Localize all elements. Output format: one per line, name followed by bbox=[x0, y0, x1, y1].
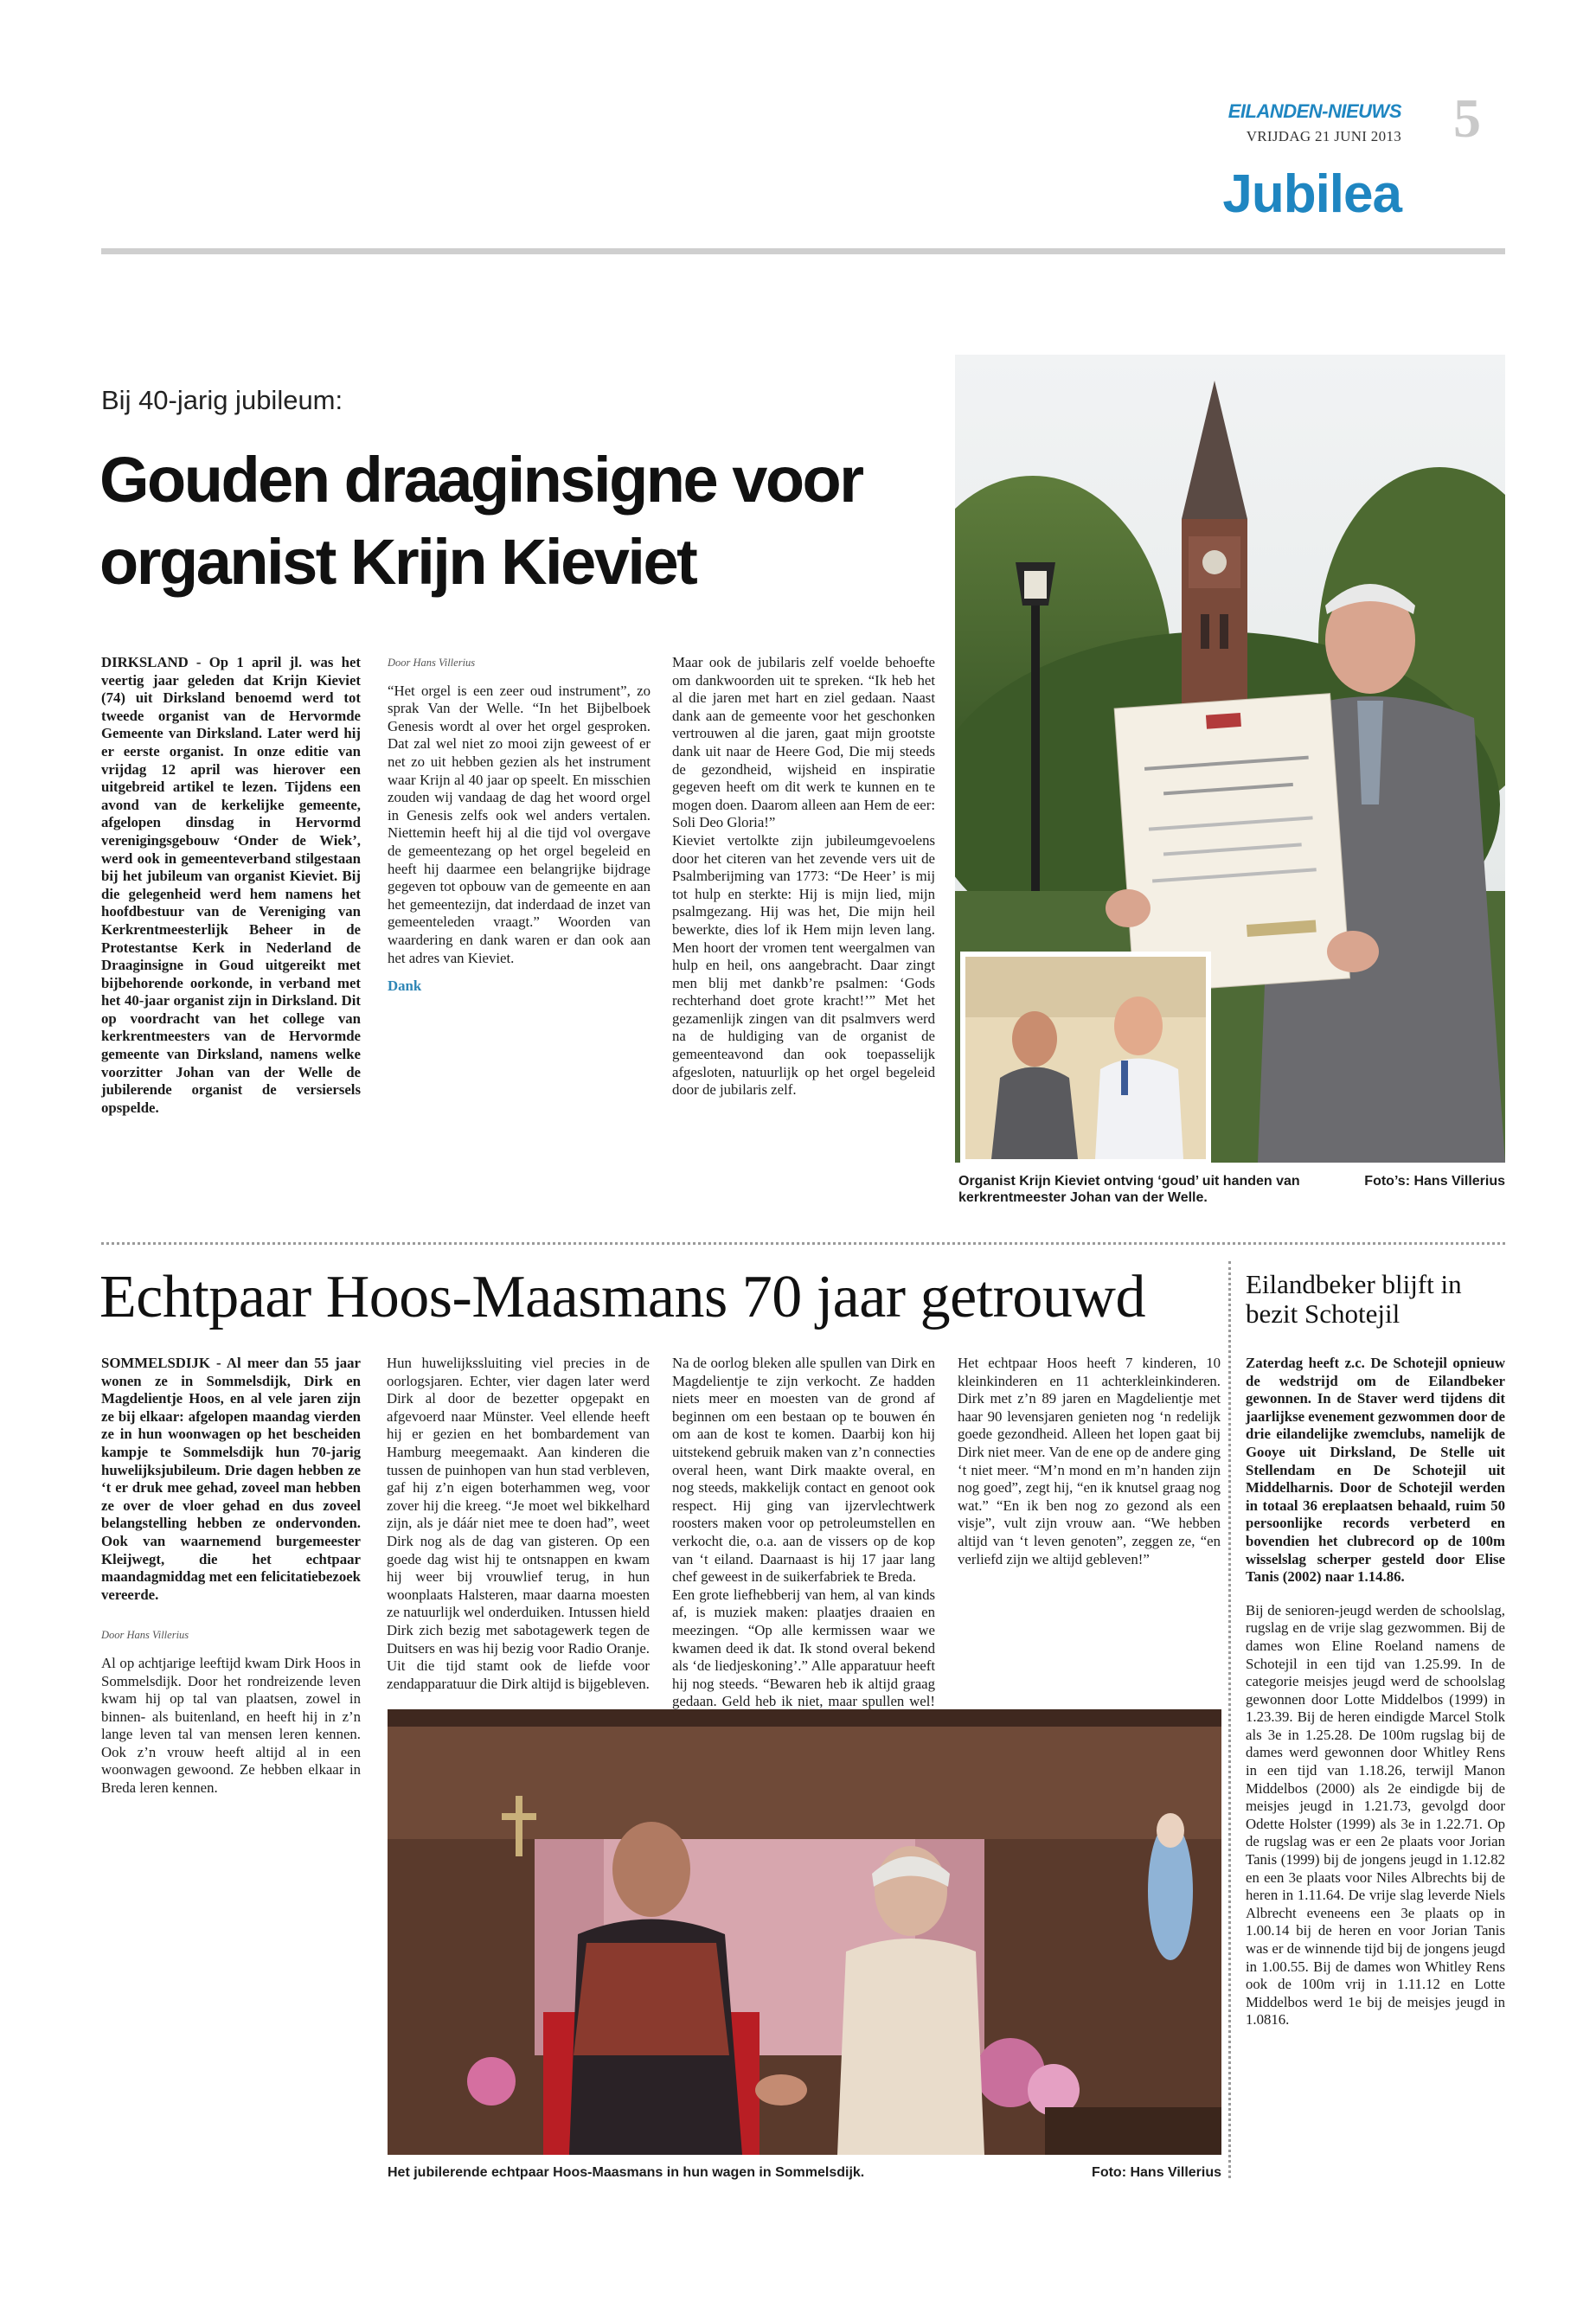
article1-kicker: Bij 40-jarig jubileum: bbox=[101, 385, 343, 415]
article3-intro: Zaterdag heeft z.c. De Schotejil opnieuw de wedstrijd om de Eilandbeker gewonnen. In de Staver werd tijdens dit jaarlijkse evenement gezwommen door de drie eilandelijke zwemclubs, namelijk de Gooye uit Dirksland, De Stelle uit Stellendam en De Schotejil uit Middelharnis. Door de Schotejil werden in totaal 36 ereplaatsen behaald, ruim 50 persoonlijke records verbeterd en bovendien het clubrecord op de 100m wisselslag scherper gesteld door Elise Tanis (2002) naar 1.14.86. bbox=[1246, 1355, 1505, 1586]
article3-headline: Eilandbeker blijft in bezit Schotejil bbox=[1246, 1269, 1462, 1329]
article2-body-3: Na de oorlog bleken alle spullen van Dirk en Magdelientje te zijn verkocht. Ze hadden niets meer en moesten van de grond af beginnen om een bestaan op te bouwen én om aan de kost te komen. Daarbij kon hij uitstekend gebruik maken van z’n connecties overal heen, want Dirk maakte overal, en nog steeds, makkelijk contact en genoot ook respect. Hij ging van ijzervlechtwerk roosters maken voor op petroleumstellen en verkocht die, o.a. aan de vissers op de kop van ‘t eiland. Daarnaast is hij 17 jaar lang chef geweest in de suikerfabriek te Breda. bbox=[672, 1355, 935, 1586]
article1-body-2: Maar ook de jubilaris zelf voelde behoefte om dankwoorden uit te spreken. “Ik heb het al die jaren met hart en ziel gedaan. Naast dank aan de gemeente voor het geschonken vertrouwen al die jaren, gaat mijn grootste dank uit naar de Heere God, Die mij steeds de gezondheid, wijsheid en inspiratie gegeven heeft om dit werk te kunnen en te mogen doen. Daarom alleen aan Hem de eer: Soli Deo Gloria!” bbox=[672, 654, 935, 831]
article2-column-1 bbox=[101, 1355, 361, 1798]
article3-body: Bij de senioren-jeugd werden de schoolslag, rugslag en de vrije slag gezwommen. Bij de dames won Eline Roeland namens de Schotejil in een tijd van 1.25.99. In de categorie meisjes jeugd werd de schoolslag gewonnen door Lotte Middelbos (1999) in 1.23.39. Bij de heren eindigde Marcel Stolk als 3e in 1.25.28. De 100m rugslag bij de dames werd gewonnen door Whitley Rens in een tijd van 1.18.26, terwijl Manon Middelbos (2000) als 2e eindigde bij de meisjes jeugd in 1.21.73, gevolgd door Odette Holster (1999) als 3e in 1.22.71. Op de rugslag was er een 2e plaats voor Jorian Tanis (1999) bij de jongens jeugd in 1.12.82 en een 3e plaats voor Niles Albrechts bij de heren in 1.11.64. De vrije slag leverde Niels Albrecht eveneens een 3e plaats op in 1.00.14 bij de heren en voor Jorian Tanis was er de winnende tijd bij de jongens jeugd in 1.00.55. Bij de dames won Whitley Rens ook de 100m vrij in 1.11.12 en Lotte Middelbos werd 1e bij de meisjes jeugd in 1.0816. bbox=[1246, 1601, 1505, 2029]
article1-photo-credit: Foto’s: Hans Villerius bbox=[1364, 1174, 1505, 1189]
article2-column-2 bbox=[387, 1355, 650, 1693]
article2-headline: Echtpaar Hoos-Maasmans 70 jaar getrouwd bbox=[99, 1264, 1145, 1330]
article-separator bbox=[101, 1242, 1505, 1245]
article2-column-3 bbox=[672, 1355, 935, 1747]
section-title: Jubilea bbox=[1222, 164, 1401, 224]
page-number: 5 bbox=[1453, 87, 1481, 149]
masthead-rule bbox=[101, 248, 1505, 254]
article1-byline: Door Hans Villerius bbox=[388, 657, 476, 669]
article2-caption: Het jubilerende echtpaar Hoos-Maasmans in hun wagen in Sommelsdijk. bbox=[388, 2165, 865, 2180]
article2-body-4: Een grote liefhebberij van hem, al van kinds af, is muziek maken: plaatjes draaien en meezingen. “Op alle kermissen waar we kwamen deed ik dat. Ik stond overal bekend als ‘de liedjeskoning’.” Alle apparatuur heeft hij nog steeds. “Bewaren heb ik altijd graag gedaan. Geld heb ik niet, maar spullen wel! bbox=[672, 1586, 935, 1710]
sidebar-separator bbox=[1228, 1261, 1231, 2178]
article1-body-3: Kieviet vertolkte zijn jubileumgevoelens door het citeren van het zevende vers uit de Psalmberijming van 1773: “De Heer’ is mij tot hulp en sterkte: Hij is mijn lied, mijn psalmgezang. Hij was het, Die mijn heil bewerkte, dies lof ik Hem mijn leven lang. Men hoort der vromen tent weergalmen van hulp en heil, ons aangebracht. Daar zingt men blij met dankb’re psalmen: ‘Gods rechterhand doet grote kracht!’” Met het gezamenlijk zingen van dit psalmvers werd na de huldiging van de organist de gemeenteavond dan ook toepasselijk afgesloten, natuurlijk op het orgel begeleid door de jubilaris zelf. bbox=[672, 831, 935, 1099]
article2-column-4 bbox=[958, 1355, 1221, 1568]
article2-byline: Door Hans Villerius bbox=[101, 1629, 189, 1642]
couple-in-caravan-photo bbox=[388, 1709, 1221, 2155]
article1-column-3 bbox=[672, 654, 935, 1099]
article1-headline-line1: Gouden draaginsigne voor bbox=[99, 444, 862, 516]
article1-caption: Organist Krijn Kieviet ontving ‘goud’ uit handen van kerkrentmeester Johan van der Welle. bbox=[958, 1174, 1300, 1205]
article2-body-5: Het echtpaar Hoos heeft 7 kinderen, 10 kleinkinderen en 11 achterkleinkinderen. Dirk met z’n 89 jaren en Magdelientje met haar 90 levensjaren genieten nog ‘n redelijk goede gezondheid. Alleen het lopen gaat bij Dirk niet meer. Van de ene op de andere ging ‘t niet meer. “M’n mond en m’n handen zijn nog goed”, zegt hij, “en ik knutsel graag nog wat.” “En ik ben nog zo gezond als een visje”, vult zijn vrouw aan. “We hebben altijd van ‘t leven genoten”, zeggen ze, “en verliefd zijn we altijd gebleven!” bbox=[958, 1355, 1221, 1567]
article1-column-1 bbox=[101, 654, 361, 1117]
article1-headline-line2: organist Krijn Kieviet bbox=[99, 526, 696, 598]
issue-date: VRIJDAG 21 JUNI 2013 bbox=[1246, 128, 1401, 144]
paper-name: EILANDEN-NIEUWS bbox=[1227, 100, 1401, 122]
article3-column bbox=[1246, 1355, 1505, 2029]
article2-body-1: Al op achtjarige leeftijd kwam Dirk Hoos in Sommelsdijk. Door het rondreizende leven kwam hij op tal van plaatsen, zowel in binnen- als buitenland, en heeft hij in z’n lange leven tal van mensen leren kennen. Ook z’n vrouw heeft altijd al in een woonwagen gewoond. Ze hebben elkaar in Breda leren kennen. bbox=[101, 1654, 361, 1797]
award-pin-photo bbox=[960, 952, 1211, 1164]
article2-body-2: Hun huwelijkssluiting viel precies in de oorlogsjaren. Echter, vier dagen later werd Dirk al door de bezetter opgepakt en afgevoerd naar Münster. Veel ellende heeft hij er gezien en het bombardement van Hamburg meegemaakt. Aan kinderen die tussen de puinhopen van hun stad verbleven, gaf hij z’n eigen boterhammen weg, voor zover hij die kreeg. “Je moet wel bikkelhard zijn, als je dáár niet mee te doen had”, weet Dirk nog als de dag van gisteren. Op een goede dag wist hij te ontsnappen en kwam hij weer bij vrouwlief terug, in hun woonplaats Halsteren, maar daarna moesten ze natuurlijk wel onderduiken. Intussen hield Dirk zich bezig met sabotagewerk tegen de Duitsers en was hij bezig voor Radio Oranje. Uit die tijd stamt ook de liefde voor zendapparatuur die Dirk altijd is bijgebleven. bbox=[387, 1355, 650, 1692]
article1-body-1: “Het orgel is een zeer oud instrument”, zo sprak Van der Welle. “In het Bijbelboek Genesis wordt al over het orgel gesproken. Dat zal wel niet zo mooi zijn geweest of er net zo uit hebben gezien als het instrument waar Krijn al 40 jaar op speelt. En misschien zouden wij vandaag de dag het woord orgel in Genesis zelfs ook wel anders vertalen. Niettemin heeft hij al die tijd vol overgave de gemeentezang op het orgel begeleid en heeft hij daarmee een belangrijke bijdrage gegeven tot opbouw van de gemeente en aan het gemeentezijn, dat inderdaad de inzet van gemeenteleden vraagt.” Woorden van waardering en dank waren er dan ook aan het adres van Kieviet. bbox=[388, 682, 651, 966]
article2-intro: SOMMELSDIJK - Al meer dan 55 jaar wonen ze in Sommelsdijk, Dirk en Magdelientje Hoos, en al vele jaren zijn ze bij elkaar: afgelopen maandag vierden ze in hun woonwagen op het bescheiden kampje te Sommelsdijk hun 70-jarig huwelijksjubileum. Drie dagen hebben ze ‘t er druk mee gehad, zoveel man hebben ze over de vloer gehad en dus zoveel belangstelling hebben ze ondervonden. Ook van waarnemend burgemeester Kleijwegt, die het echtpaar maandagmiddag met een felicitatiebezoek vereerde. bbox=[101, 1355, 361, 1603]
article1-subhead: Dank bbox=[388, 977, 422, 995]
article2-photo-credit: Foto: Hans Villerius bbox=[1092, 2165, 1221, 2180]
article1-intro: DIRKSLAND - Op 1 april jl. was het veertig jaar geleden dat Krijn Kieviet (74) uit Dirksland benoemd werd tot tweede organist van de Hervormde Gemeente van Dirksland. Later werd hij er eerste organist. In onze editie van vrijdag 12 april was hierover een uitgebreid artikel te lezen. Tijdens een avond van de kerkelijke gemeente, afgelopen dinsdag in Hervormd verenigingsgebouw ‘Onder de Wiek’, werd ook in gemeenteverband stilgestaan bij het jubileum van organist Kieviet. Bij die gelegenheid werd hem namens het hoofdbestuur van de Vereniging van Kerkrentmeesterlijk Beheer in de Protestantse Kerk in Nederland de Draaginsigne in Goud uitgereikt met bijbehorende oorkonde, in verband met het 40-jaar organist zijn in Dirksland. Dit op voordracht van het college van kerkrentmeesters van de Hervormde gemeente van Dirksland, namens welke voorzitter Johan van der Welle de jubilerende organist de versiersels opspelde. bbox=[101, 654, 361, 1116]
article1-column-2 bbox=[388, 654, 651, 996]
